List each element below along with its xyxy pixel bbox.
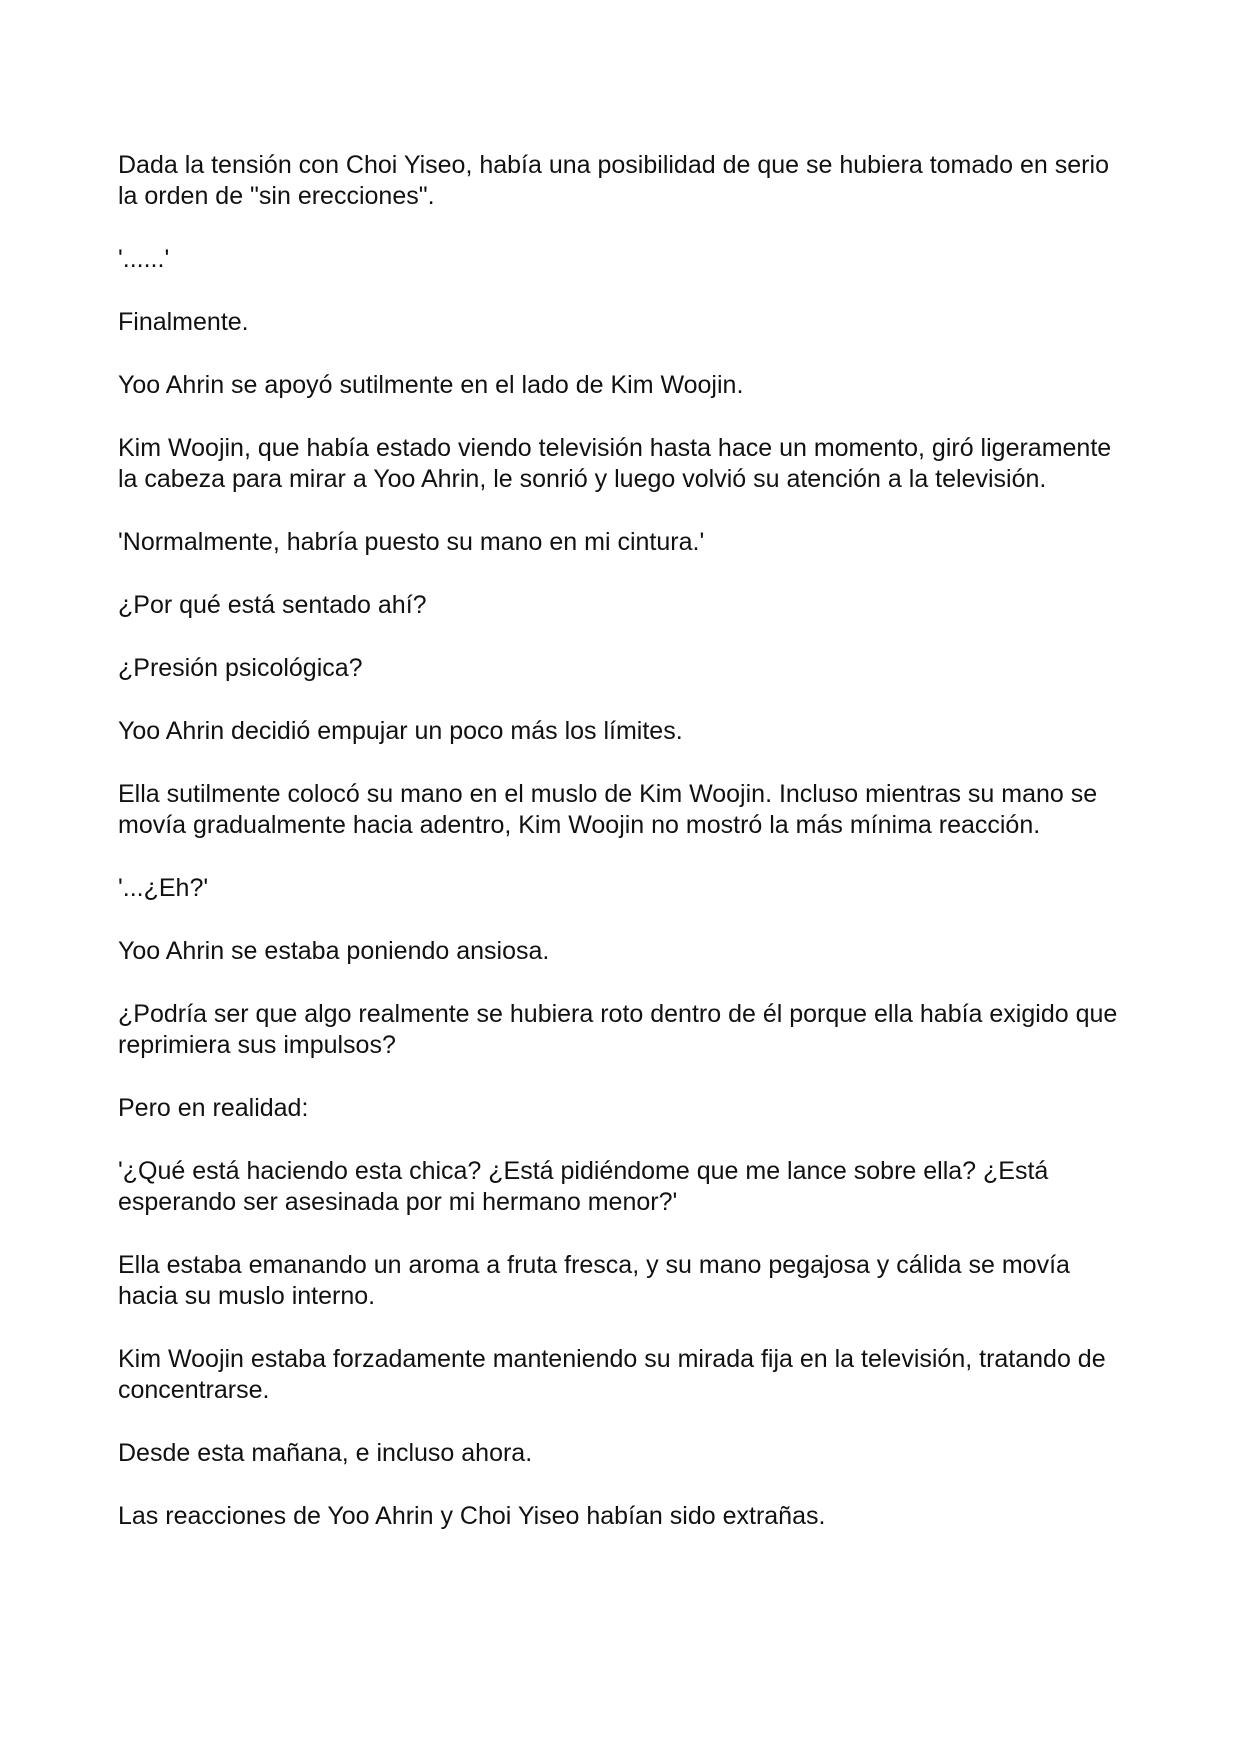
paragraph: '......' (118, 245, 170, 273)
paragraph: '...¿Eh?' (118, 874, 209, 902)
paragraph: Ella estaba emanando un aroma a fruta fresca, y su mano pegajosa y cálida se movía hacia su muslo interno. (118, 1251, 1070, 1310)
paragraph: Yoo Ahrin se estaba poniendo ansiosa. (118, 937, 550, 965)
document-body (118, 150, 1128, 1564)
paragraph: Pero en realidad: (118, 1094, 309, 1122)
paragraph: 'Normalmente, habría puesto su mano en mi cintura.' (118, 528, 705, 556)
paragraph: Dada la tensión con Choi Yiseo, había una posibilidad de que se hubiera tomado en serio la orden de "sin erecciones". (118, 151, 1109, 210)
paragraph: Finalmente. (118, 308, 249, 336)
paragraph: Kim Woojin estaba forzadamente manteniendo su mirada fija en la televisión, tratando de concentrarse. (118, 1345, 1106, 1404)
paragraph: ¿Podría ser que algo realmente se hubiera roto dentro de él porque ella había exigido que reprimiera sus impulsos? (118, 1000, 1118, 1059)
paragraph: Yoo Ahrin decidió empujar un poco más los límites. (118, 717, 683, 745)
paragraph: Yoo Ahrin se apoyó sutilmente en el lado de Kim Woojin. (118, 371, 744, 399)
paragraph: ¿Presión psicológica? (118, 654, 363, 682)
paragraph: Ella sutilmente colocó su mano en el muslo de Kim Woojin. Incluso mientras su mano se movía gradualmente hacia adentro, Kim Woojin no mostró la más mínima reacción. (118, 780, 1098, 839)
paragraph: Kim Woojin, que había estado viendo televisión hasta hace un momento, giró ligeramente la cabeza para mirar a Yoo Ahrin, le sonrió y luego volvió su atención a la televisión. (118, 434, 1112, 493)
paragraph: Desde esta mañana, e incluso ahora. (118, 1439, 533, 1467)
paragraph: '¿Qué está haciendo esta chica? ¿Está pidiéndome que me lance sobre ella? ¿Está esperando ser asesinada por mi hermano menor?' (118, 1157, 1049, 1216)
paragraph: Las reacciones de Yoo Ahrin y Choi Yiseo habían sido extrañas. (118, 1502, 826, 1530)
paragraph: ¿Por qué está sentado ahí? (118, 591, 427, 619)
